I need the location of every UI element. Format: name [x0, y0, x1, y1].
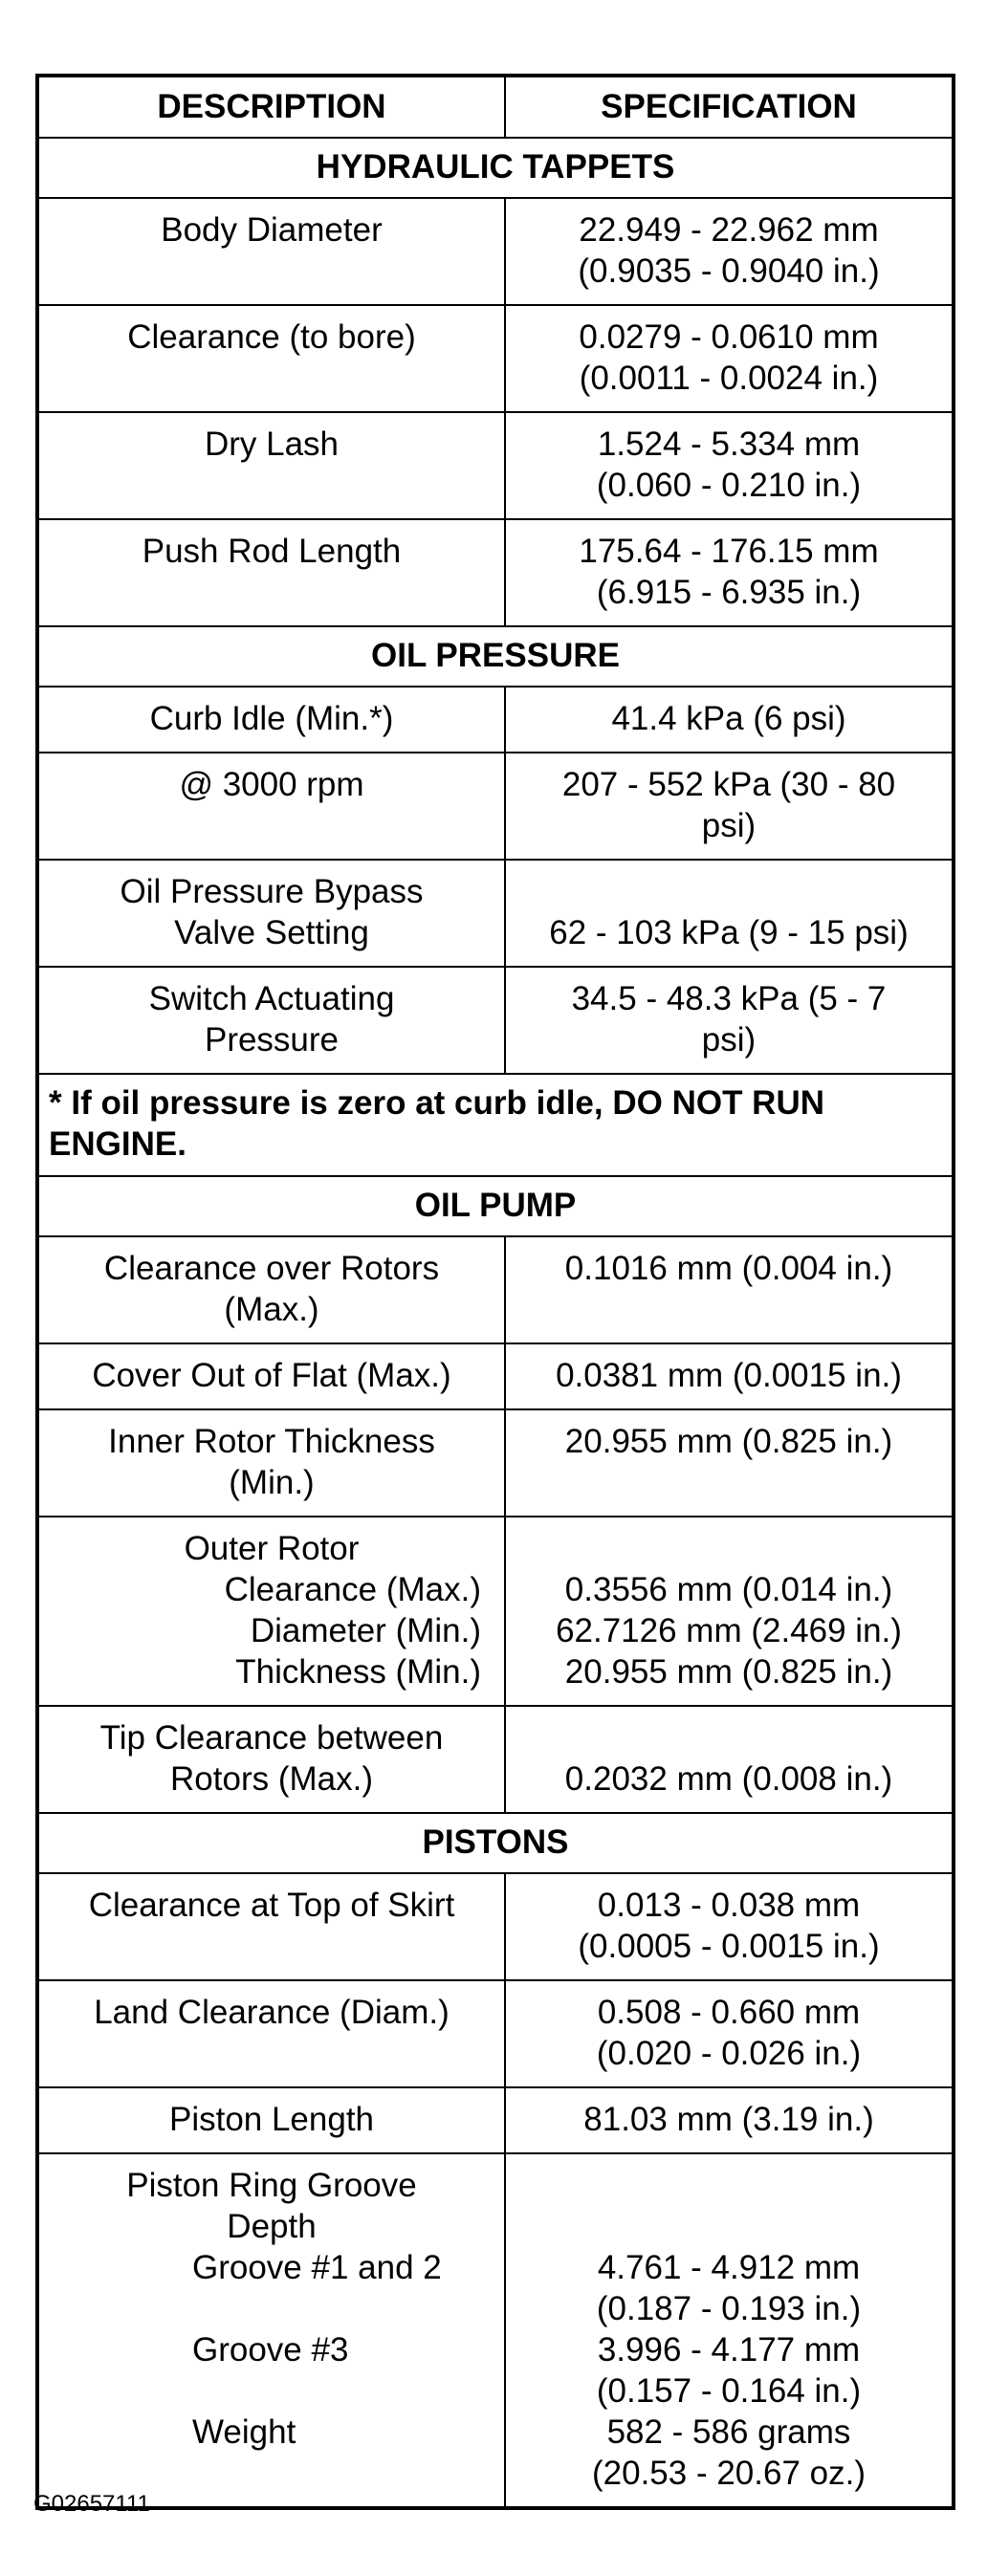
- specification-line: 207 - 552 kPa (30 - 80: [561, 766, 896, 803]
- specification-column-header: SPECIFICATION: [505, 76, 954, 138]
- description-line: Clearance over Rotors: [103, 1250, 440, 1287]
- specification-line: 22.949 - 22.962 mm: [579, 211, 879, 249]
- description-cell: [37, 1980, 505, 2087]
- description-line: Piston Length: [168, 2101, 375, 2138]
- specification-line: psi): [701, 1021, 757, 1059]
- specification-line: 0.0381 mm (0.0015 in.): [556, 1357, 902, 1394]
- specification-line: (0.060 - 0.210 in.): [596, 467, 862, 504]
- specifications-table: [35, 74, 955, 2510]
- specification-line: (0.020 - 0.026 in.): [596, 2035, 862, 2072]
- specifications-table-body: [37, 76, 954, 2508]
- specification-cell: [505, 1236, 954, 1343]
- table-row: [37, 198, 954, 305]
- specification-line: psi): [701, 807, 757, 844]
- section-header-row: [37, 626, 954, 687]
- description-line: @ 3000 rpm: [179, 766, 364, 803]
- section-header-row: [37, 138, 954, 198]
- specification-line: 3.996 - 4.177 mm: [597, 2331, 861, 2369]
- specification-line: (0.157 - 0.164 in.): [596, 2372, 862, 2410]
- table-row: [37, 519, 954, 626]
- specification-line: 81.03 mm (3.19 in.): [583, 2101, 874, 2138]
- warning-note-row: [37, 1074, 954, 1176]
- description-line: Clearance (to bore): [127, 318, 416, 356]
- description-cell: [37, 1517, 505, 1706]
- description-line: Depth: [227, 2208, 317, 2245]
- description-line: Body Diameter: [161, 211, 383, 249]
- specification-line: 20.955 mm (0.825 in.): [564, 1423, 893, 1460]
- description-line: Push Rod Length: [142, 533, 402, 570]
- section-header-row: [37, 1813, 954, 1873]
- description-line: Valve Setting: [174, 914, 369, 951]
- specification-line: 0.508 - 0.660 mm: [597, 1994, 861, 2031]
- table-row: [37, 1343, 954, 1409]
- description-line: Cover Out of Flat (Max.): [92, 1357, 451, 1394]
- specification-line: (0.0005 - 0.0015 in.): [578, 1928, 880, 1965]
- description-cell: [37, 305, 505, 412]
- table-row: [37, 1236, 954, 1343]
- specification-line: 582 - 586 grams: [606, 2413, 851, 2451]
- table-row: [37, 1409, 954, 1517]
- specification-line: [515, 2206, 942, 2247]
- specification-cell: [505, 1873, 954, 1980]
- description-cell: [37, 1409, 505, 1517]
- specification-line: 41.4 kPa (6 psi): [611, 700, 846, 737]
- specification-line: 0.2032 mm (0.008 in.): [564, 1760, 893, 1798]
- figure-id-label: G02657111: [33, 2491, 150, 2517]
- specification-line: 0.0279 - 0.0610 mm: [579, 318, 879, 356]
- specification-line: 1.524 - 5.334 mm: [597, 426, 861, 463]
- warning-note-line: ENGINE.: [49, 1125, 186, 1163]
- description-subline: Thickness (Min.): [235, 1653, 481, 1691]
- section-title: OIL PRESSURE: [37, 626, 954, 687]
- specification-line: [515, 1717, 942, 1758]
- specification-cell: [505, 1980, 954, 2087]
- specification-line: [515, 2165, 942, 2206]
- specification-cell: [505, 1706, 954, 1813]
- table-row: [37, 860, 954, 967]
- section-title: PISTONS: [37, 1813, 954, 1873]
- description-line: Dry Lash: [204, 426, 340, 463]
- specification-cell: [505, 1517, 954, 1706]
- description-line: Curb Idle (Min.*): [149, 700, 394, 737]
- specification-cell: [505, 753, 954, 860]
- specification-line: 62.7126 mm (2.469 in.): [556, 1612, 902, 1649]
- table-row: [37, 1517, 954, 1706]
- description-subline: Diameter (Min.): [250, 1612, 481, 1649]
- table-row: [37, 1706, 954, 1813]
- specification-line: 0.1016 mm (0.004 in.): [564, 1250, 893, 1287]
- specification-line: 20.955 mm (0.825 in.): [564, 1653, 893, 1691]
- description-cell: [37, 860, 505, 967]
- description-subline: Groove #1 and 2: [192, 2249, 442, 2286]
- description-cell: [37, 753, 505, 860]
- section-title: HYDRAULIC TAPPETS: [37, 138, 954, 198]
- table-header-row: [37, 76, 954, 138]
- warning-note-line: * If oil pressure is zero at curb idle, DO NOT RUN: [49, 1084, 824, 1122]
- description-line: Tip Clearance between: [99, 1719, 444, 1757]
- specification-cell: [505, 519, 954, 626]
- specification-line: 62 - 103 kPa (9 - 15 psi): [549, 914, 909, 951]
- specification-line: [515, 871, 942, 912]
- description-cell: [37, 1873, 505, 1980]
- description-line: Piston Ring Groove: [126, 2167, 417, 2204]
- warning-note: [37, 1074, 954, 1176]
- description-line: Oil Pressure Bypass: [120, 873, 424, 910]
- description-subline: [49, 2370, 494, 2412]
- description-line: Pressure: [204, 1021, 340, 1059]
- specification-cell: [505, 412, 954, 519]
- table-row: [37, 412, 954, 519]
- description-cell: [37, 687, 505, 753]
- specification-cell: [505, 2087, 954, 2153]
- table-row: [37, 753, 954, 860]
- description-cell: [37, 2087, 505, 2153]
- description-line: Switch Actuating: [148, 980, 395, 1017]
- table-row: [37, 1873, 954, 1980]
- table-row: [37, 687, 954, 753]
- description-line: (Max.): [224, 1291, 319, 1328]
- description-line: Inner Rotor Thickness: [108, 1423, 435, 1460]
- section-header-row: [37, 1176, 954, 1236]
- specification-cell: [505, 967, 954, 1074]
- specification-line: 0.3556 mm (0.014 in.): [564, 1571, 893, 1608]
- specification-cell: [505, 1343, 954, 1409]
- description-cell: [37, 1343, 505, 1409]
- specification-line: (0.187 - 0.193 in.): [596, 2290, 862, 2327]
- description-cell: [37, 1706, 505, 1813]
- description-subline: Groove #3: [192, 2331, 349, 2369]
- specification-line: (6.915 - 6.935 in.): [596, 574, 862, 611]
- table-row: [37, 1980, 954, 2087]
- description-line: (Min.): [229, 1464, 315, 1501]
- description-cell: [37, 519, 505, 626]
- description-cell: [37, 412, 505, 519]
- table-row: [37, 2087, 954, 2153]
- description-cell: [37, 198, 505, 305]
- table-row: [37, 305, 954, 412]
- description-line: Land Clearance (Diam.): [94, 1994, 450, 2031]
- description-subline: [49, 2288, 494, 2329]
- specification-cell: [505, 2153, 954, 2508]
- description-cell: [37, 967, 505, 1074]
- section-title: OIL PUMP: [37, 1176, 954, 1236]
- description-subline: Clearance (Max.): [224, 1571, 481, 1608]
- description-line: Rotors (Max.): [170, 1760, 373, 1798]
- table-row: [37, 967, 954, 1074]
- specification-cell: [505, 1409, 954, 1517]
- specification-line: [515, 1528, 942, 1569]
- description-cell: [37, 1236, 505, 1343]
- specification-line: (20.53 - 20.67 oz.): [592, 2455, 866, 2492]
- specification-line: (0.0011 - 0.0024 in.): [579, 360, 879, 397]
- description-subline: [49, 2453, 494, 2494]
- specification-cell: [505, 198, 954, 305]
- specification-cell: [505, 305, 954, 412]
- description-line: Outer Rotor: [184, 1530, 360, 1567]
- specification-line: 175.64 - 176.15 mm: [579, 533, 879, 570]
- table-row: [37, 2153, 954, 2508]
- specification-line: 4.761 - 4.912 mm: [597, 2249, 861, 2286]
- specification-line: 0.013 - 0.038 mm: [597, 1887, 861, 1924]
- description-line: Clearance at Top of Skirt: [88, 1887, 455, 1924]
- description-column-header: DESCRIPTION: [37, 76, 505, 138]
- description-cell: [37, 2153, 505, 2508]
- specification-line: (0.9035 - 0.9040 in.): [578, 252, 880, 290]
- specification-cell: [505, 860, 954, 967]
- specification-cell: [505, 687, 954, 753]
- specification-line: 34.5 - 48.3 kPa (5 - 7: [571, 980, 887, 1017]
- description-subline: Weight: [192, 2413, 296, 2451]
